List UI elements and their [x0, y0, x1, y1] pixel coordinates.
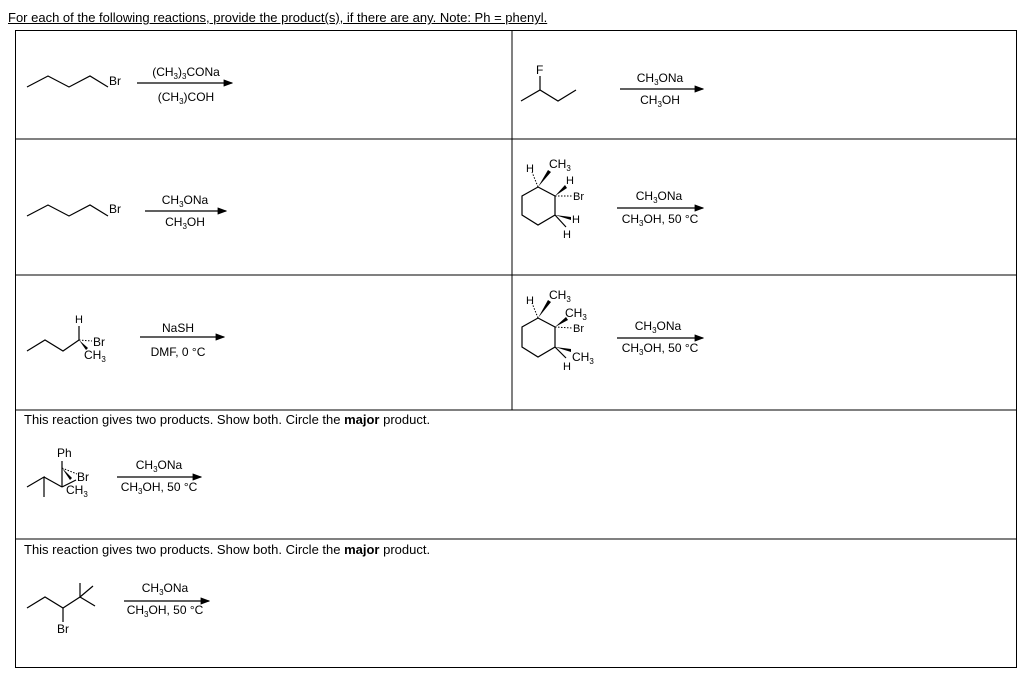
substituent-label: Br — [573, 191, 584, 203]
reaction-8 — [27, 581, 209, 636]
reagent-bottom: $(CH_3)COH$ — [157, 90, 215, 106]
note-text: This reaction gives two products. Show both. Circle the — [24, 412, 345, 427]
substrate-skeleton — [27, 205, 108, 216]
substituent-label: $CH_3$ — [84, 348, 106, 364]
note-text: product. — [379, 412, 431, 427]
substituent-label: H — [563, 361, 571, 373]
reagent-bottom: $CH_3OH$, 50 °C — [621, 212, 699, 228]
substrate-skeleton — [27, 340, 79, 351]
substituent-label: H — [526, 295, 534, 307]
reaction-1 — [27, 65, 232, 106]
reaction-7 — [27, 446, 201, 499]
reagent-top: $CH_3ONa$ — [161, 193, 209, 209]
reagent-top: $CH_3ONa$ — [141, 581, 189, 597]
reaction-3 — [27, 193, 226, 231]
reagent-bottom: $CH_3OH$, 50 °C — [126, 603, 204, 619]
substituent-label: $CH_3$ — [66, 483, 88, 499]
substituent-label: H — [526, 163, 534, 175]
substituent-label: Br — [573, 323, 584, 335]
reagent-bottom: $CH_3OH$ — [640, 93, 680, 109]
reagent-bottom: $CH_3OH$ — [165, 215, 205, 231]
reagent-top: $CH_3ONa$ — [636, 71, 684, 87]
reagent-top: $CH_3ONa$ — [634, 319, 682, 335]
reagent-top: $(CH_3)_3CONa$ — [152, 65, 220, 81]
note-bold: major — [344, 542, 380, 557]
reagent-bottom: $CH_3OH$, 50 °C — [621, 341, 699, 357]
substituent-label: Br — [77, 470, 89, 484]
note-text: This reaction gives two products. Show both. Circle the — [24, 542, 345, 557]
substrate-label: Br — [109, 74, 121, 88]
substituent-label: Br — [57, 622, 69, 636]
substrate-label: Br — [109, 202, 121, 216]
reaction-6 — [522, 288, 703, 373]
substituent-label: H — [563, 229, 571, 241]
substrate-label: F — [536, 63, 544, 77]
reagent-top: $CH_3ONa$ — [635, 189, 683, 205]
reagent-top: NaSH — [161, 321, 195, 335]
note-bold: major — [344, 412, 380, 427]
reaction-4 — [522, 157, 703, 241]
substituent-label: H — [572, 214, 580, 226]
substituent-label: H — [566, 175, 574, 187]
substituent-label: H — [75, 314, 83, 326]
cyclohexane-ring — [522, 187, 555, 225]
substrate-skeleton — [521, 90, 576, 101]
note-text: product. — [379, 542, 431, 557]
reaction-2 — [521, 63, 703, 109]
substituent-label: Br — [93, 335, 105, 349]
reagent-top: $CH_3ONa$ — [135, 458, 183, 474]
reagent-bottom: $CH_3OH$, 50 °C — [120, 480, 198, 496]
substituent-label: $CH_3$ — [549, 157, 571, 173]
substituent-label: $CH_3$ — [565, 306, 587, 322]
substituent-label: $CH_3$ — [549, 288, 571, 304]
reagent-bottom: DMF, 0 °C — [150, 345, 206, 359]
substituent-label: $CH_3$ — [572, 350, 594, 366]
instructions-heading: For each of the following reactions, provide the product(s), if there are any. Note: Ph = phenyl. — [8, 10, 548, 25]
substrate-skeleton — [27, 76, 108, 87]
cyclohexane-ring — [522, 318, 555, 357]
substrate-skeleton — [27, 597, 80, 608]
substrate-skeleton — [27, 477, 44, 497]
reaction-5 — [27, 314, 224, 364]
substituent-label: Ph — [57, 446, 72, 460]
